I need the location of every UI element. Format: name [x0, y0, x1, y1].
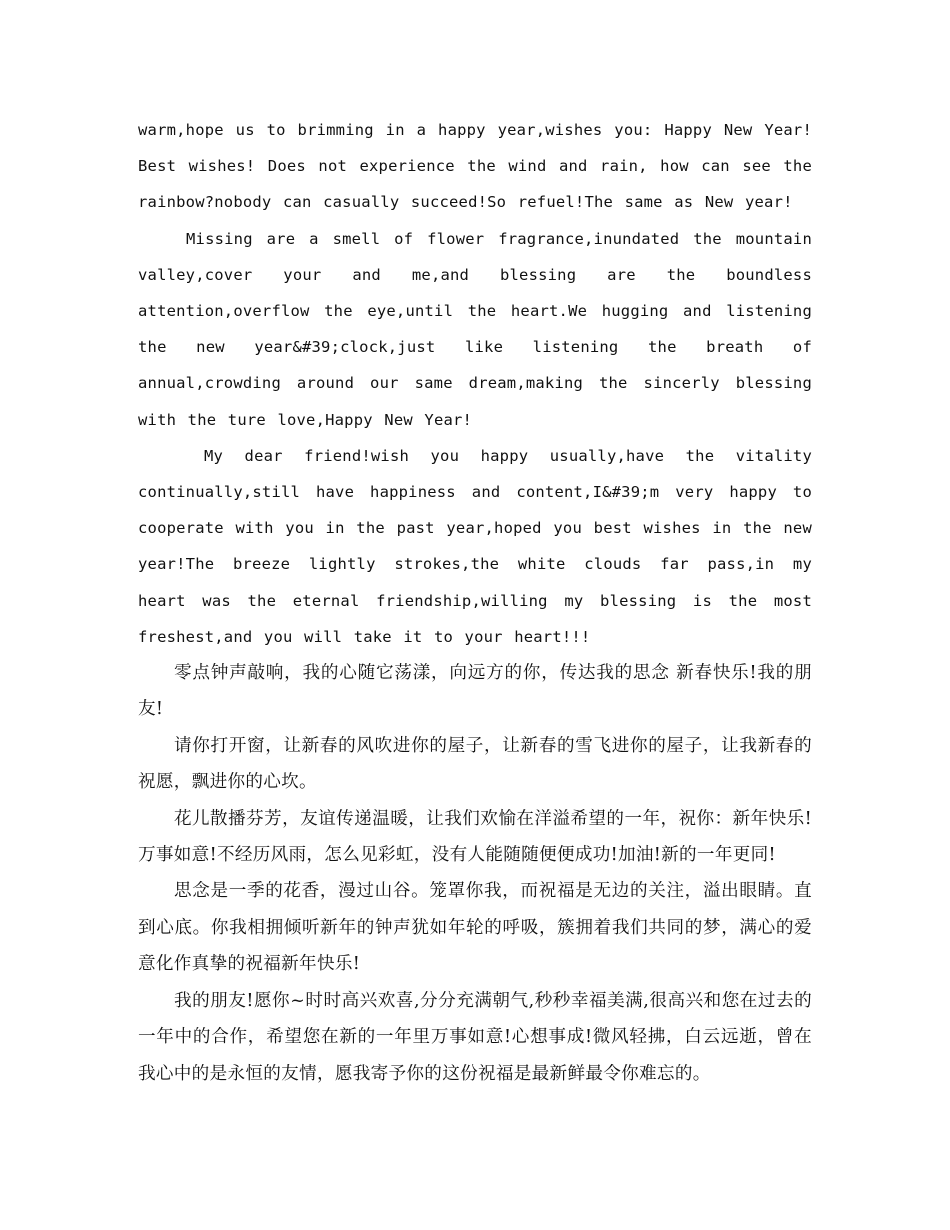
english-paragraph-3: My dear friend!wish you happy usually,have the vitality continually,still have happiness and content,I&#39;m very happy to cooperate with you in the past year,hoped you best wishes in the new year!The breeze lightly strokes,the white clouds far pass,in my heart was the eternal friendship,willing my blessing is the most freshest,and you will take it to your heart!!! [138, 446, 812, 646]
chinese-paragraph-3: 花儿散播芬芳，友谊传递温暖，让我们欢愉在洋溢希望的一年，祝你：新年快乐!万事如意!不经历风雨，怎么见彩虹，没有人能随随便便成功!加油!新的一年更同! [138, 808, 812, 866]
chinese-paragraph-4: 思念是一季的花香，漫过山谷。笼罩你我，而祝福是无边的关注，溢出眼睛。直到心底。你我相拥倾听新年的钟声犹如年轮的呼吸，簇拥着我们共同的梦，满心的爱意化作真挚的祝福新年快乐! [138, 881, 812, 975]
english-paragraph-1: warm,hope us to brimming in a happy year,wishes you: Happy New Year! Best wishes! Does not experience the wind and rain, how can see the rainbow?nobody can casually succeed!So refuel!The same as New year! [138, 121, 812, 212]
chinese-paragraph-2: 请你打开窗，让新春的风吹进你的屋子，让新春的雪飞进你的屋子，让我新春的祝愿，飘进你的心坎。 [138, 735, 812, 793]
document-page [138, 112, 812, 1092]
chinese-paragraph-1: 零点钟声敲响，我的心随它荡漾，向远方的你，传达我的思念 新春快乐!我的朋友! [138, 663, 812, 720]
english-paragraph-2: Missing are a smell of flower fragrance,inundated the mountain valley,cover your and me,and blessing are the boundless attention,overflow the eye,until the heart.We hugging and listening the new year&#39;clock,just like listening the breath of annual,crowding around our same dream,making the sincerly blessing with the ture love,Happy New Year! [138, 229, 812, 429]
chinese-section [138, 655, 812, 1092]
chinese-paragraph-5: 我的朋友!愿你~时时高兴欢喜,分分充满朝气,秒秒幸福美满,很高兴和您在过去的一年中的合作，希望您在新的一年里万事如意!心想事成!微风轻拂，白云远逝，曾在我心中的是永恒的友情，愿我寄予你的这份祝福是最新鲜最令你难忘的。 [138, 990, 812, 1084]
